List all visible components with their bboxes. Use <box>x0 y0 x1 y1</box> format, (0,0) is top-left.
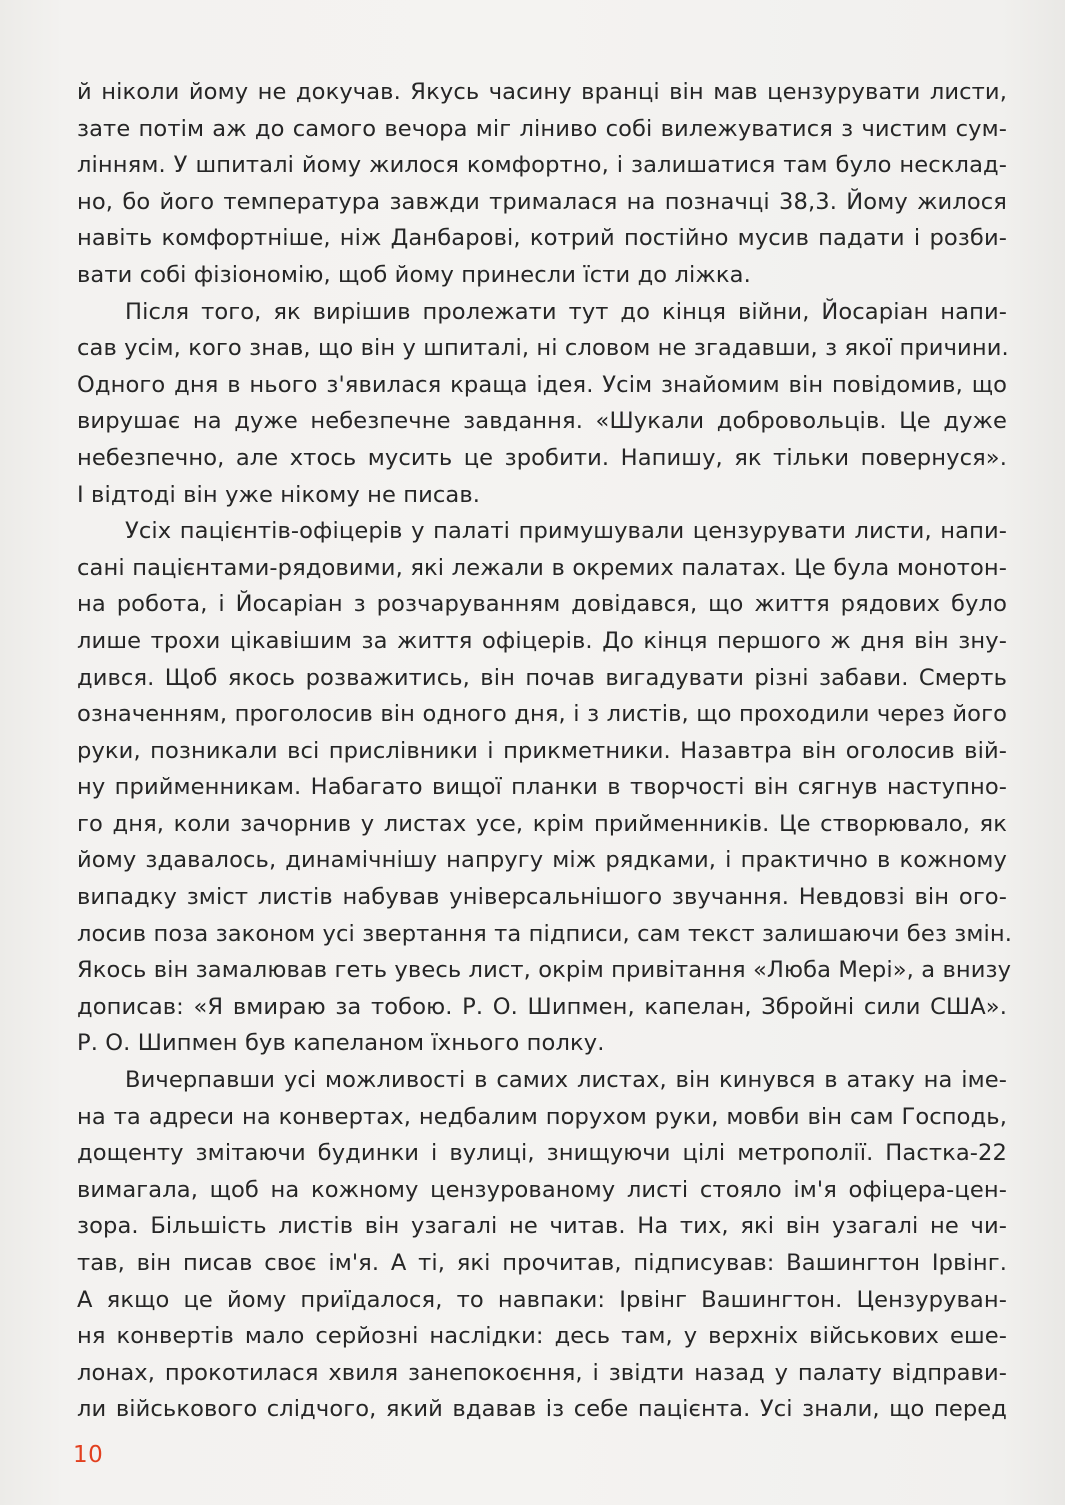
text-line: вимагала, щоб на кожному цензурованому листі стояло ім'я офіцера-цен- <box>77 1176 1007 1203</box>
text-line: зора. Більшість листів він узагалі не читав. На тих, які він узагалі не чи- <box>77 1213 1007 1240</box>
text-line: Якось він замалював геть увесь лист, окрім привітання «Люба Мері», а внизу <box>77 957 1012 984</box>
text-line: лінням. У шпиталі йому жилося комфортно, і залишатися там було несклад- <box>77 152 1007 179</box>
text-line: но, бо його температура завжди трималася на позначці 38,3. Йому жилося <box>77 188 1007 215</box>
text-line: на та адреси на конвертах, недбалим порухом руки, мовби він сам Господь, <box>77 1103 1007 1130</box>
text-line: означенням, проголосив він одного дня, і з листів, що проходили через його <box>77 701 1007 728</box>
text-line: лише трохи цікавішим за життя офіцерів. До кінця першого ж дня він зну- <box>77 627 1007 654</box>
paragraph <box>77 294 1007 514</box>
text-line: ли військового слідчого, який вдавав із себе пацієнта. Усі знали, що перед <box>77 1396 1007 1423</box>
text-line: ня конвертів мало серйозні наслідки: десь там, у верхніх військових еше- <box>77 1323 1007 1350</box>
text-line: йому здавалось, динамічнішу напругу між рядками, і практично в кожному <box>77 847 1007 874</box>
text-line: дощенту змітаючи будинки і вулиці, знищуючи цілі метрополії. Пастка-22 <box>77 1140 1007 1167</box>
paragraph <box>77 1062 1007 1428</box>
text-line: Після того, як вирішив пролежати тут до кінця війни, Йосаріан напи- <box>125 298 1007 325</box>
text-line: Усіх пацієнтів-офіцерів у палаті примушували цензурувати листи, напи- <box>125 518 1007 545</box>
text-line: небезпечно, але хтось мусить це зробити. Напишу, як тільки повернуся». <box>77 444 1007 471</box>
body-text <box>77 74 1013 1428</box>
text-line: лонах, прокотилася хвиля занепокоєння, і звідти назад у палату відправи- <box>77 1359 1007 1386</box>
text-line: Вичерпавши усі можливості в самих листах, він кинувся в атаку на іме- <box>125 1067 1007 1094</box>
text-line: на робота, і Йосаріан з розчаруванням довідався, що життя рядових було <box>77 591 1007 618</box>
text-line: вати собі фізіономію, щоб йому принесли їсти до ліжка. <box>77 261 751 288</box>
paragraph <box>77 513 1013 1062</box>
text-line: ну прийменникам. Набагато вищої планки в творчості він сягнув наступно- <box>77 774 1007 801</box>
text-line: вирушає на дуже небезпечне завдання. «Шукали добровольців. Це дуже <box>77 408 1007 435</box>
text-line: дився. Щоб якось розважитись, він почав вигадувати різні забави. Смерть <box>77 664 1007 691</box>
text-line: випадку зміст листів набував універсальнішого звучання. Невдовзі він ого- <box>77 884 1007 911</box>
text-line: дописав: «Я вмираю за тобою. Р. О. Шипмен, капелан, Збройні сили США». <box>77 993 1007 1020</box>
text-line: І відтоді він уже нікому не писав. <box>77 481 481 508</box>
text-line: сав усім, кого знав, що він у шпиталі, ні словом не згадавши, з якої причини. <box>77 335 1009 362</box>
paragraph <box>77 74 1007 294</box>
text-line: руки, позникали всі прислівники і прикметники. Назавтра він оголосив вій- <box>77 737 1007 764</box>
page-number: 10 <box>73 1442 104 1468</box>
text-line: го дня, коли зачорнив у листах усе, крім прийменників. Це створювало, як <box>77 810 1007 837</box>
text-line: сані пацієнтами-рядовими, які лежали в окремих палатах. Це була монотон- <box>77 554 1007 581</box>
text-line: зате потім аж до самого вечора міг ліниво собі вилежуватися з чистим сум- <box>77 115 1007 142</box>
text-line: лосив поза законом усі звертання та підписи, сам текст залишаючи без змін. <box>77 920 1013 947</box>
text-line: Р. О. Шипмен був капеланом їхнього полку. <box>77 1030 605 1057</box>
text-line: й ніколи йому не докучав. Якусь часину вранці він мав цензурувати листи, <box>77 79 1007 105</box>
text-line: А якщо це йому приїдалося, то навпаки: Ірвінг Вашингтон. Цензуруван- <box>77 1286 1007 1313</box>
text-line: навіть комфортніше, ніж Данбарові, котрий постійно мусив падати і розби- <box>77 225 1007 252</box>
text-line: Одного дня в нього з'явилася краща ідея. Усім знайомим він повідомив, що <box>77 371 1007 398</box>
text-line: тав, він писав своє ім'я. А ті, які прочитав, підписував: Вашингтон Ірвінг. <box>77 1250 1007 1276</box>
